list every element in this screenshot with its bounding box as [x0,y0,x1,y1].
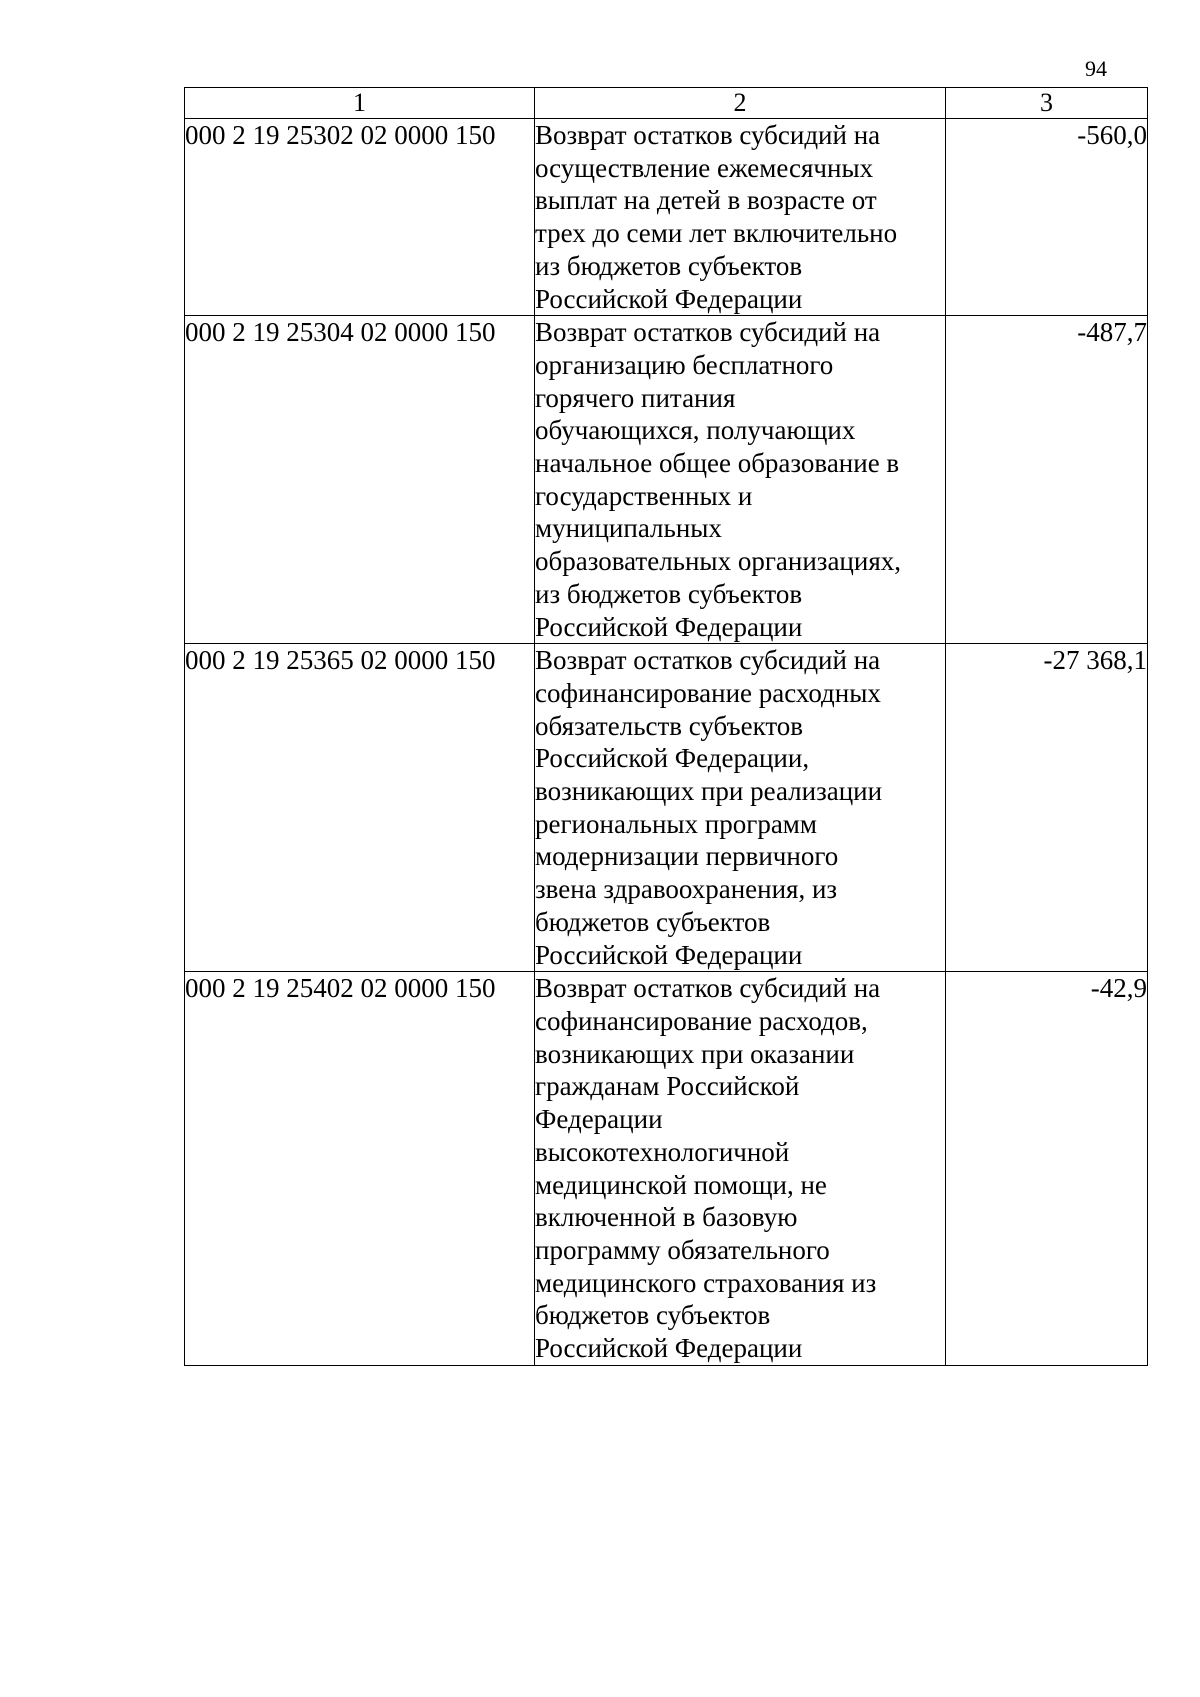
amount-cell: -42,9 [946,972,1148,1365]
table-row [185,644,1148,972]
description-cell [535,972,946,1365]
amount-cell: -27 368,1 [946,644,1148,972]
budget-code-cell: 000 2 19 25304 02 0000 150 [185,316,535,644]
amount-cell: -560,0 [946,119,1148,316]
description-cell [535,316,946,644]
budget-code-cell: 000 2 19 25365 02 0000 150 [185,644,535,972]
description-text: Возврат остатков субсидий на организацию бесплатного горячего питания обучающихся, получающих начальное общее образование в государственных и муниципальных образовательных организациях, из бюджетов субъектов Российской Федерации [535,317,901,642]
column-header-amount: 3 [946,88,1148,119]
table-row [185,119,1148,316]
description-cell [535,119,946,316]
table-row [185,316,1148,644]
description-text: Возврат остатков субсидий на софинансирование расходных обязательств субъектов Российской Федерации, возникающих при реализации региональных программ модернизации первичного звена здравоохранения, из бюджетов субъектов Российской Федерации [535,645,883,970]
amount-cell: -487,7 [946,316,1148,644]
column-header-code: 1 [185,88,535,119]
description-text: Возврат остатков субсидий на осуществление ежемесячных выплат на детей в возрасте от трех до семи лет включительно из бюджетов субъектов Российской Федерации [535,120,898,314]
description-text: Возврат остатков субсидий на софинансирование расходов, возникающих при оказании гражданам Российской Федерации высокотехнологичной медицинской помощи, не включенной в базовую программу обязательного медицинского страхования из бюджетов субъектов Российской Федерации [535,973,881,1364]
budget-table [184,87,1148,1366]
budget-code-cell: 000 2 19 25302 02 0000 150 [185,119,535,316]
column-header-description: 2 [535,88,946,119]
table-row [185,972,1148,1365]
page-number: 94 [1085,56,1107,81]
budget-code-cell: 000 2 19 25402 02 0000 150 [185,972,535,1365]
table-header-row [185,88,1148,119]
description-cell [535,644,946,972]
